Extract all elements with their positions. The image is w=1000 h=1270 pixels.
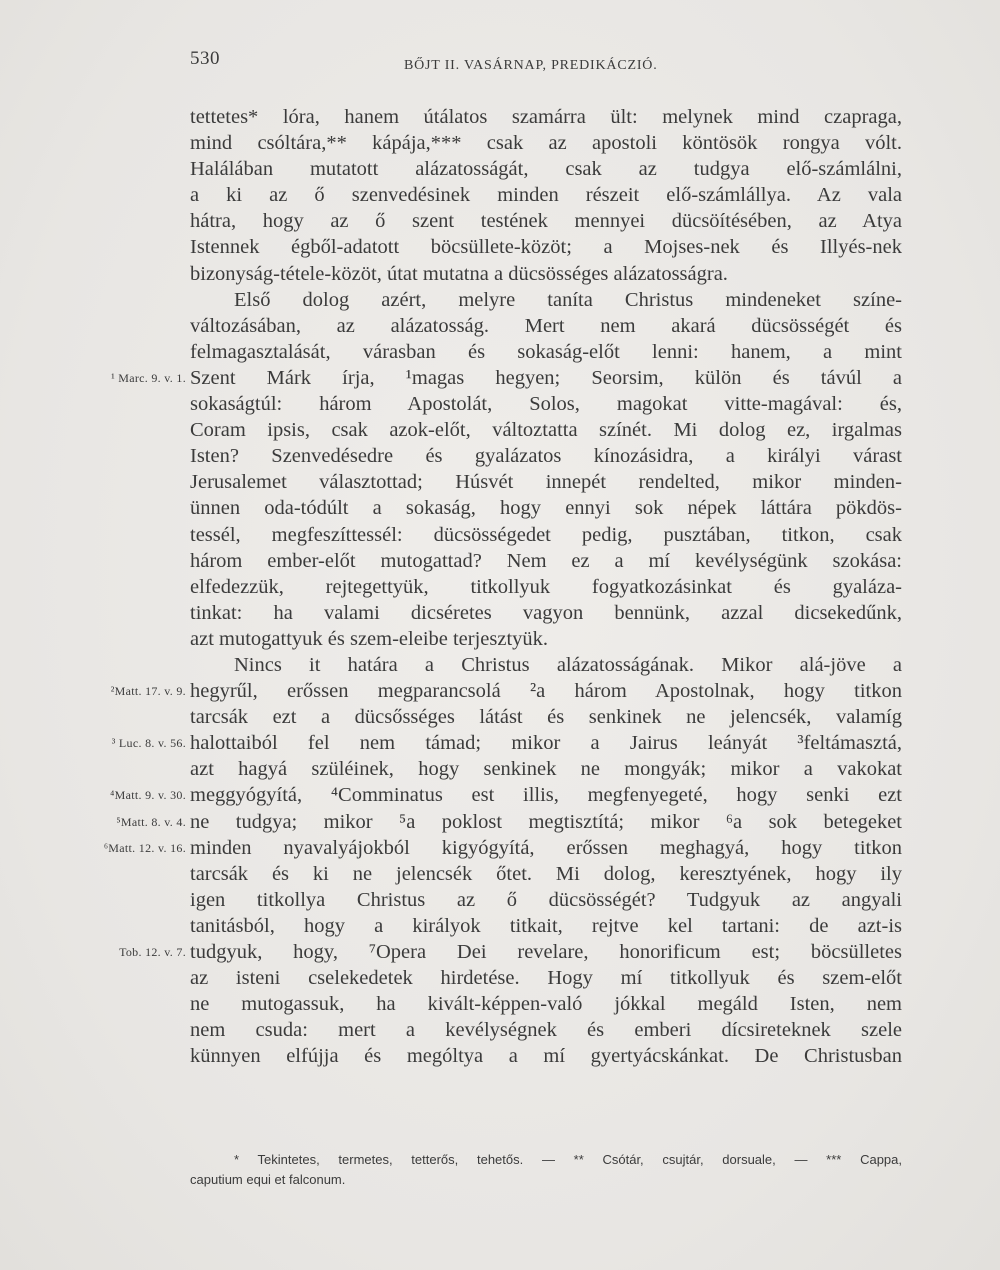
text-line [190,991,902,1017]
margin-reference: ¹ Marc. 9. v. 1. [111,370,186,385]
text-line [190,574,902,600]
line-text: változásában, az alázatosság. Mert nem akará dücsösségét és [190,314,902,337]
line-text: bizonyság-tétele-közöt, útat mutatna a dücsösséges alázatosságra. [190,262,728,285]
line-text: tinkat: ha valami dicséretes vagyon bennünk, azzal dicsekedűnk, [190,601,902,624]
line-text: tessél, megfeszíttessél: dücsösségedet pedig, pusztában, titkon, csak [190,523,902,546]
line-text: Istennek égből-adatott böcsüllete-közöt; a Mojses-nek és Illyés-nek [190,236,902,259]
line-text: Jerusalemet választottad; Húsvét innepét rendelted, mikor minden- [190,471,902,494]
line-text: tudgyuk, hogy, ⁷Opera Dei revelare, honorificum est; böcsülletes [190,941,902,963]
text-line [190,522,902,548]
margin-reference: ⁶Matt. 12. v. 16. [103,840,186,855]
line-text: Nincs it határa a Christus alázatosságának. Mikor alá-jöve a [234,653,902,676]
line-text: nem csuda: mert a kevélységnek és emberi dícsireteknek szele [190,1019,902,1042]
line-text: minden nyavalyájokból kigyógyítá, erőssen meghagyá, hogy titkon [190,836,902,859]
line-text: tarcsák ezt a dücsősséges látást és senkinek ne jelencsék, valamíg [190,706,902,729]
margin-reference: ⁵Matt. 8. v. 4. [116,814,186,829]
text-line [190,391,902,417]
margin-reference: ³ Luc. 8. v. 56. [111,736,186,751]
text-line [190,913,902,939]
text-line [190,313,902,339]
line-text: tanitásból, hogy a királyok titkait, rejtve kel tartani: de azt-is [190,914,902,937]
line-text: Első dolog azért, melyre taníta Christus mindeneket színe- [234,288,902,311]
line-text: hegyrűl, erőssen megparancsolá ²a három Apostolnak, hogy titkon [190,680,902,703]
line-text: igen titkollya Christus az ő dücsösségét? Tudgyuk az angyali [190,888,902,911]
text-line [190,104,902,130]
line-text: Szent Márk írja, ¹magas hegyen; Seorsim, külön és távúl a [190,366,902,389]
line-text: három ember-előt mutogattad? Nem ez a mí kevélységünk szokása: [190,549,902,572]
footnote-line: caputium equi et falconum. [190,1172,346,1187]
text-line [190,182,902,208]
text-line [190,756,902,782]
text-line [116,809,902,835]
text-line [103,835,902,861]
text-line [190,156,902,182]
text-line [190,130,902,156]
line-text: elfedezzük, rejtegettyük, titkollyuk fogyatkozásinkat és gyaláza- [190,575,902,598]
line-text: Isten? Szenvedésedre és gyalázatos kínozásidra, a királyi várast [190,445,902,468]
line-text: ünnen oda-tódúlt a sokaság, hogy ennyi sok népek láttára pökdös- [190,497,902,520]
text-line [190,261,902,287]
line-text: sokaságtúl: három Apostolát, Solos, magokat vitte-magával: és, [190,393,902,416]
text-line [111,365,902,391]
text-line [190,548,902,574]
line-text: azt hagyá szüléinek, hogy senkinek ne mongyák; mikor a vakokat [190,758,902,781]
text-line [190,208,902,234]
text-line [190,626,902,652]
text-line [190,965,902,991]
text-line [190,469,902,495]
text-line [190,339,902,365]
line-text: meggyógyítá, ⁴Comminatus est illis, megfenyegeté, hogy senki ezt [190,784,902,807]
text-line [190,287,902,313]
line-text: hátra, hogy az ő szent testének mennyei dücsöítésében, az Atya [190,210,902,233]
running-head: BŐJT II. VASÁRNAP, PREDIKÁCZIÓ. [404,58,658,73]
footnotes [190,1150,902,1190]
page-number: 530 [190,48,220,69]
line-text: a ki az ő szenvedésinek minden részeit elő-számlállya. Az vala [190,184,902,207]
text-line [110,782,902,808]
text-line [111,730,902,756]
line-text: Halálában mutatott alázatosságát, csak az tudgya elő-számlálni, [190,158,902,181]
text-line [190,704,902,730]
text-line [190,1017,902,1043]
line-text: halottaiból fel nem támad; mikor a Jairus leányát ³feltámasztá, [190,732,902,755]
line-text: felmagasztalását, várasban és sokaság-előt lenni: hanem, a mint [190,340,902,363]
text-line [190,495,902,521]
margin-reference: ²Matt. 17. v. 9. [110,684,186,699]
body-text [103,104,902,1069]
line-text: tarcsák és ki ne jelencsék őtet. Mi dolog, keresztyének, hogy ily [190,862,902,885]
text-line [190,1043,902,1069]
margin-reference: ⁴Matt. 9. v. 30. [110,788,186,803]
line-text: Coram ipsis, csak azok-előt, változtatta színét. Mi dolog ez, irgalmas [190,419,902,442]
text-line [190,887,902,913]
text-line [110,678,902,704]
footnote-line: * Tekintetes, termetes, tetterős, tehetős. — ** Csótár, csujtár, dorsuale, — *** Cappa, [234,1152,902,1167]
text-line [119,939,902,965]
line-text: mind csóltára,** kápája,*** csak az apostoli köntösök rongya vólt. [190,132,902,155]
line-text: künnyen elfújja és mególtya a mí gyertyácskánkat. De Christusban [190,1045,902,1068]
line-text: ne mutogassuk, ha kivált-képpen-való jókkal megáld Isten, nem [190,993,902,1016]
line-text: ne tudgya; mikor ⁵a poklost megtisztítá; mikor ⁶a sok betegeket [190,810,902,833]
text-line [190,600,902,626]
text-line [190,652,902,678]
line-text: tettetes* lóra, hanem útálatos szamárra ült: melynek mind czapraga, [190,106,902,128]
text-line [190,417,902,443]
margin-reference: Tob. 12. v. 7. [119,945,186,959]
text-line [190,861,902,887]
text-line [190,234,902,260]
text-line [190,443,902,469]
line-text: azt mutogattyuk és szem-eleibe terjesztyük. [190,627,549,650]
line-text: az isteni cselekedetek hirdetése. Hogy mí titkollyuk és szem-előt [190,967,902,990]
